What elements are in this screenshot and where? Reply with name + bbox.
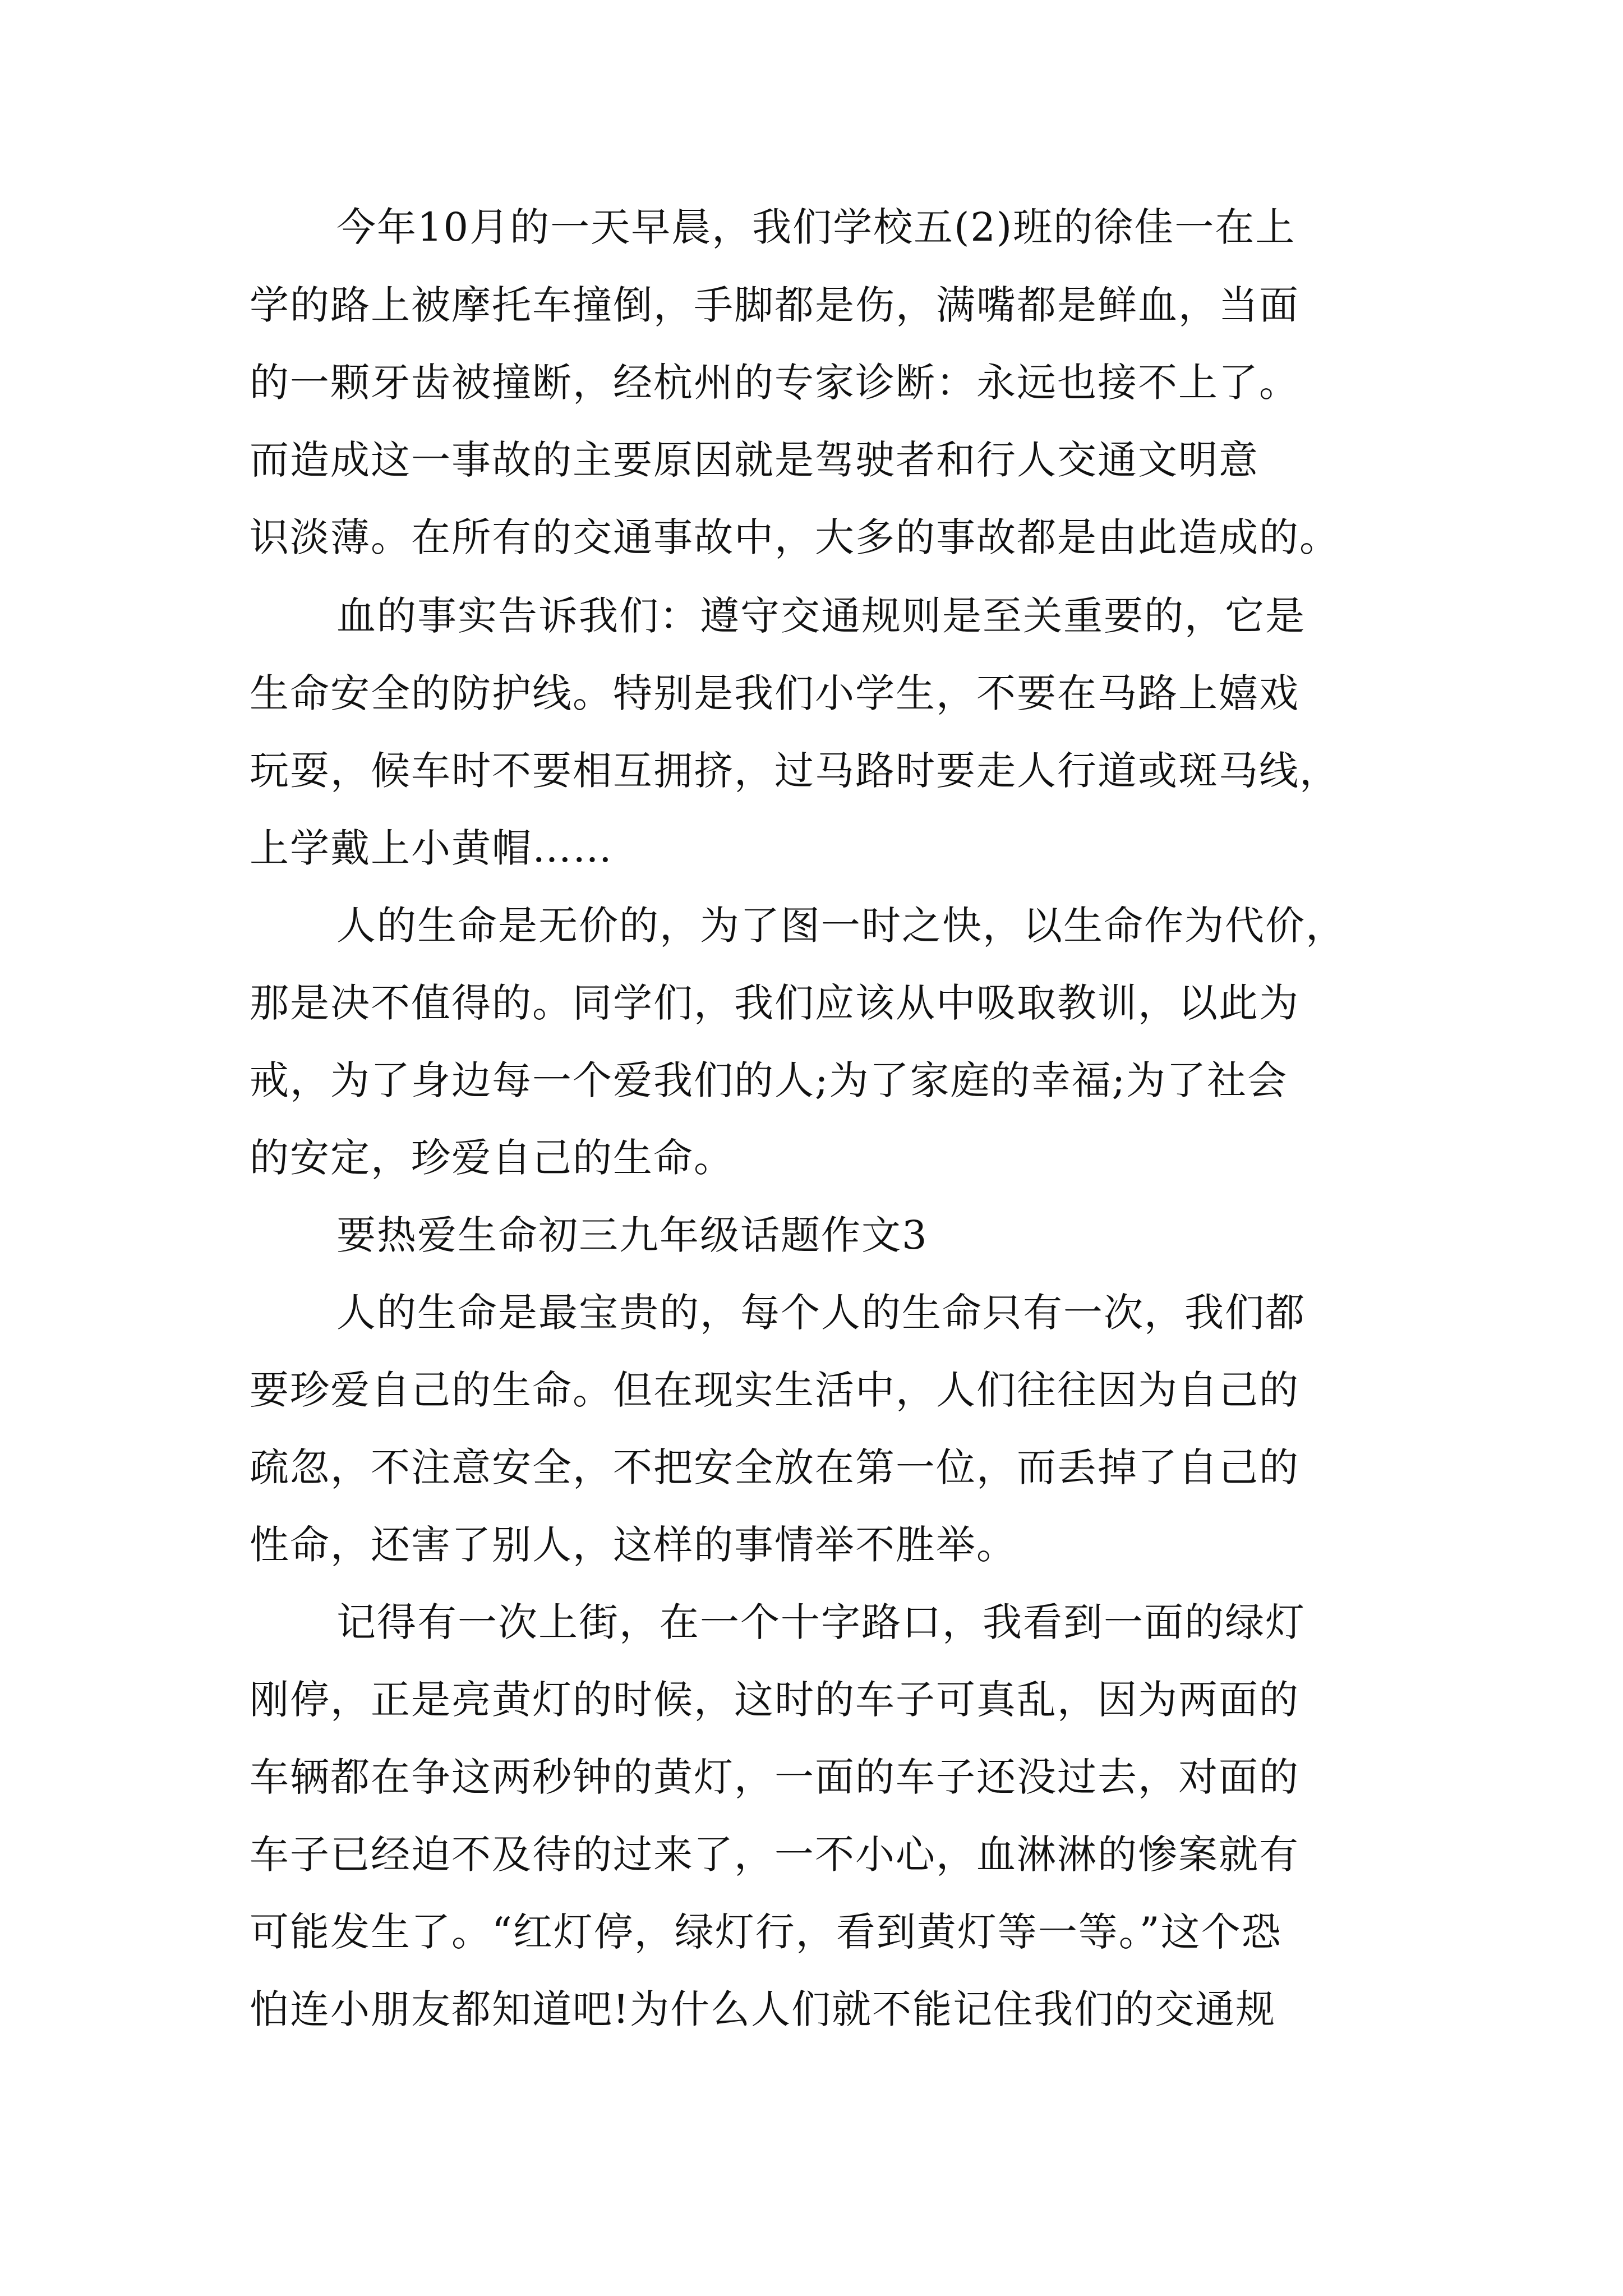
text-line: 疏忽，不注意安全，不把安全放在第一位，而丢掉了自己的 (250, 1444, 1299, 1490)
text-line: 玩耍，候车时不要相互拥挤，过马路时要走人行道或斑马线， (250, 748, 1340, 794)
text-line: 上学戴上小黄帽…… (250, 825, 613, 871)
text-line: 人的生命是无价的，为了图一时之快，以生命作为代价， (336, 903, 1346, 949)
text-line: 戒，为了身边每一个爱我们的人;为了家庭的幸福;为了社会 (250, 1057, 1288, 1103)
text-line: 要珍爱自己的生命。但在现实生活中，人们往往因为自己的 (250, 1367, 1299, 1413)
text-line: 那是决不值得的。同学们，我们应该从中吸取教训，以此为 (250, 980, 1299, 1026)
text-line: 识淡薄。在所有的交通事故中，大多的事故都是由此造成的。 (250, 514, 1340, 560)
text-line: 的安定，珍爱自己的生命。 (250, 1135, 734, 1181)
text-line: 怕连小朋友都知道吧!为什么人们就不能记住我们的交通规 (250, 1986, 1276, 2032)
text-line: 性命，还害了别人，这样的事情举不胜举。 (250, 1522, 1017, 1568)
text-line: 今年10月的一天早晨，我们学校五(2)班的徐佳一在上 (336, 204, 1296, 250)
text-line: 车子已经迫不及待的过来了，一不小心，血淋淋的惨案就有 (250, 1832, 1299, 1878)
text-line: 学的路上被摩托车撞倒，手脚都是伤，满嘴都是鲜血，当面 (250, 282, 1299, 328)
text-line: 血的事实告诉我们：遵守交通规则是至关重要的，它是 (336, 593, 1306, 639)
text-line: 的一颗牙齿被撞断，经杭州的专家诊断：永远也接不上了。 (250, 360, 1299, 406)
section-title: 要热爱生命初三九年级话题作文3 (336, 1212, 928, 1258)
text-line: 人的生命是最宝贵的，每个人的生命只有一次，我们都 (336, 1290, 1306, 1336)
text-line: 可能发生了。“红灯停，绿灯行，看到黄灯等一等。”这个恐 (250, 1909, 1282, 1955)
text-line: 生命安全的防护线。特别是我们小学生，不要在马路上嬉戏 (250, 670, 1299, 716)
text-line: 而造成这一事故的主要原因就是驾驶者和行人交通文明意 (250, 437, 1259, 483)
text-line: 刚停，正是亮黄灯的时候，这时的车子可真乱，因为两面的 (250, 1677, 1299, 1723)
text-line: 记得有一次上街，在一个十字路口，我看到一面的绿灯 (336, 1599, 1306, 1645)
text-line: 车辆都在争这两秒钟的黄灯，一面的车子还没过去，对面的 (250, 1754, 1299, 1800)
